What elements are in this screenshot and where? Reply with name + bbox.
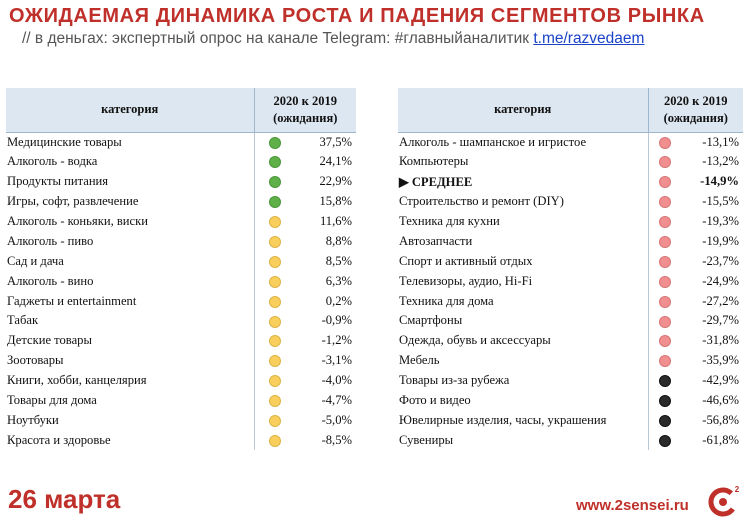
table-row [398,251,743,271]
growth-table [6,88,356,450]
category-name: Телевизоры, аудио, Hi-Fi [399,273,533,288]
yellow-status-dot-icon [269,395,281,407]
category-header: категория [398,88,648,132]
category-name: Техника для кухни [399,214,500,228]
yellow-status-dot-icon [269,335,281,347]
pink-status-dot-icon [659,316,671,328]
pink-status-dot-icon [659,296,671,308]
category-name: Спорт и активный отдых [399,253,533,268]
expected-change: -31,8% [702,333,739,348]
pink-status-dot-icon [659,137,671,149]
expected-change: 37,5% [319,134,352,149]
report-date: 26 марта [8,484,121,514]
category-name: Автозапчасти [399,233,473,248]
value-header [254,88,356,132]
black-status-dot-icon [659,435,671,447]
sensei-logo-icon [707,484,741,518]
category-name: Красота и здоровье [7,432,111,447]
table-row [6,430,356,450]
table-row [6,172,356,192]
category-name: Медицинские товары [7,134,122,149]
expected-change: -35,9% [702,353,739,368]
expected-change: -3,1% [321,353,352,368]
subtitle-text: // в деньгах: экспертный опрос на канале Telegram: #главныйаналитик [22,30,534,47]
yellow-status-dot-icon [269,375,281,387]
category-header: категория [6,88,254,132]
expected-change: -5,0% [321,412,352,427]
pink-status-dot-icon [659,355,671,367]
value-header-line1: 2020 к 2019 [664,93,728,108]
expected-change: -13,1% [702,134,739,149]
table-row [398,172,743,192]
expected-change: -19,9% [702,233,739,248]
category-name: Детские товары [7,333,92,348]
black-status-dot-icon [659,395,671,407]
expected-change: -14,9% [700,174,739,189]
table-row [6,132,356,152]
table-row [398,192,743,212]
expected-change: -24,9% [702,273,739,288]
category-name: Табак [7,313,39,328]
decline-table-body [398,132,743,450]
category-name: Одежда, обувь и аксессуары [399,333,551,348]
expected-change: -56,8% [702,412,739,427]
yellow-status-dot-icon [269,355,281,367]
expected-change: -15,5% [702,194,739,209]
table-row [6,410,356,430]
table-row [6,351,356,371]
yellow-status-dot-icon [269,256,281,268]
category-name: Алкоголь - вино [7,273,94,288]
yellow-status-dot-icon [269,236,281,248]
table-row [6,271,356,291]
expected-change: -4,7% [321,393,352,408]
table-row [398,132,743,152]
category-name: Компьютеры [399,154,469,169]
category-name: Гаджеты и entertainment [7,293,137,308]
green-status-dot-icon [269,196,281,208]
table-row [398,391,743,411]
table-row [398,410,743,430]
page-subtitle [22,30,644,48]
category-name: Алкоголь - пиво [7,233,94,248]
expected-change: 6,3% [325,273,352,288]
expected-change: 24,1% [319,154,352,169]
category-name: Строительство и ремонт (DIY) [399,194,564,209]
category-name: ▶ СРЕДНЕЕ [399,174,473,189]
value-header-line1: 2020 к 2019 [273,93,337,108]
pink-status-dot-icon [659,236,671,248]
table-row [6,331,356,351]
yellow-status-dot-icon [269,435,281,447]
table-row [398,430,743,450]
expected-change: -29,7% [702,313,739,328]
table-row [398,271,743,291]
table-row [398,152,743,172]
expected-change: -27,2% [702,293,739,308]
logo-mark: 2 [734,485,740,494]
expected-change: 8,8% [325,233,352,248]
growth-table-body [6,132,356,450]
expected-change: -13,2% [702,154,739,169]
category-name: Мебель [399,353,440,368]
table-row [398,291,743,311]
category-name: Товары для дома [7,393,97,408]
category-name: Алкоголь - шампанское и игристое [399,134,587,149]
site-link[interactable]: www.2sensei.ru [576,497,689,514]
value-header [648,88,743,132]
category-name: Ноутбуки [7,412,59,427]
category-name: Алкоголь - водка [7,154,98,169]
table-row [398,371,743,391]
category-name: Фото и видео [399,393,471,408]
pink-status-dot-icon [659,276,671,288]
table-row [398,231,743,251]
expected-change: 15,8% [319,194,352,209]
expected-change: -8,5% [321,432,352,447]
table-row [398,351,743,371]
table-row [6,212,356,232]
yellow-status-dot-icon [269,415,281,427]
pink-status-dot-icon [659,335,671,347]
table-row [6,311,356,331]
category-name: Книги, хобби, канцелярия [7,373,147,388]
green-status-dot-icon [269,156,281,168]
pink-status-dot-icon [659,156,671,168]
expected-change: 11,6% [319,214,352,228]
category-name: Техника для дома [399,293,494,308]
page-title: ОЖИДАЕМАЯ ДИНАМИКА РОСТА И ПАДЕНИЯ СЕГМЕНТОВ РЫНКА [9,5,705,27]
category-name: Товары из-за рубежа [399,373,510,388]
expected-change: 0,2% [325,293,352,308]
pink-status-dot-icon [659,216,671,228]
pink-status-dot-icon [659,176,671,188]
decline-table [398,88,743,450]
expected-change: -46,6% [702,393,739,408]
green-status-dot-icon [269,137,281,149]
expected-change: 22,9% [319,174,352,189]
table-row [398,212,743,232]
category-name: Смартфоны [399,313,463,328]
black-status-dot-icon [659,375,671,387]
category-name: Игры, софт, развлечение [7,194,139,209]
value-header-line2: (ожидания) [273,110,338,125]
table-row [6,251,356,271]
yellow-status-dot-icon [269,276,281,288]
category-name: Сад и дача [7,253,64,268]
expected-change: -61,8% [702,432,739,447]
table-row [6,192,356,212]
yellow-status-dot-icon [269,316,281,328]
expected-change: -19,3% [702,214,739,228]
pink-status-dot-icon [659,256,671,268]
table-row [398,331,743,351]
expected-change: -4,0% [321,373,352,388]
category-name: Зоотовары [7,353,64,368]
table-row [6,231,356,251]
telegram-link[interactable]: t.me/razvedaem [533,30,645,47]
black-status-dot-icon [659,415,671,427]
category-name: Сувениры [399,432,454,447]
pink-status-dot-icon [659,196,671,208]
table-row [6,291,356,311]
expected-change: -0,9% [321,313,352,328]
expected-change: -42,9% [702,373,739,388]
yellow-status-dot-icon [269,216,281,228]
expected-change: -1,2% [321,333,352,348]
expected-change: -23,7% [702,253,739,268]
yellow-status-dot-icon [269,296,281,308]
table-row [398,311,743,331]
green-status-dot-icon [269,176,281,188]
category-name: Алкоголь - коньяки, виски [7,214,148,228]
table-row [6,391,356,411]
table-row [6,152,356,172]
value-header-line2: (ожидания) [663,110,728,125]
category-name: Ювелирные изделия, часы, украшения [399,412,607,427]
expected-change: 8,5% [325,253,352,268]
table-row [6,371,356,391]
category-name: Продукты питания [7,174,109,189]
